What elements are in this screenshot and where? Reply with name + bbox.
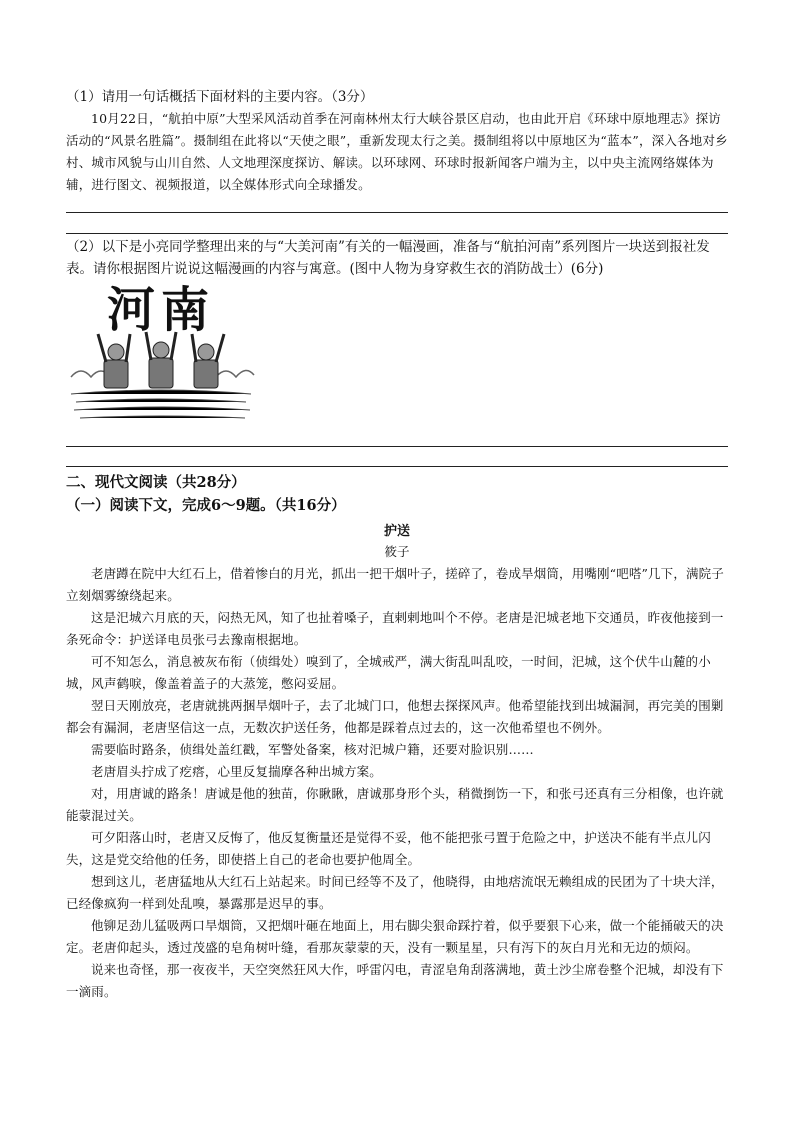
story-paragraph: 可夕阳落山时，老唐又反悔了，他反复衡量还是觉得不妥，他不能把张弓置于危险之中，护送决不能有半点儿闪失，这是党交给他的任务，即使搭上自己的老命也要护他周全。 — [66, 830, 711, 867]
story-paragraph: 翌日天刚放亮，老唐就挑两捆旱烟叶子，去了北城门口，他想去探探风声。他希望能找到出城漏洞，再完美的围剿都会有漏洞，老唐坚信这一点，无数次护送任务，他都是踩着点过去的，这一次他希望也不例外。 — [66, 698, 724, 735]
story-paragraph: 这是汜城六月底的天，闷热无风，知了也扯着嗓子，直剌剌地叫个不停。老唐是汜城老地下交通员，昨夜他接到一条死命令：护送译电员张弓去豫南根据地。 — [66, 610, 724, 647]
section-subtitle: （一）阅读下文，完成6～9题。（共16分） — [66, 497, 346, 514]
story-paragraph: 老唐眉头拧成了疙瘩，心里反复揣摩各种出城方案。 — [91, 764, 382, 779]
story-paragraph: 可不知怎么，消息被灰布衔（侦缉处）嗅到了，全城戒严，满大街乱叫乱咬，一时间，汜城，这个伏牛山麓的小城，风声鹤唳，像盖着盖子的大蒸笼，憋闷妥屈。 — [66, 654, 711, 691]
story-title: 护送 — [383, 524, 410, 539]
story-author: 筱子 — [384, 544, 410, 559]
answer-line — [66, 466, 728, 467]
q2-prompt: （2）以下是小亮同学整理出来的与“大美河南”有关的一幅漫画，准备与“航拍河南”系列图片一块送到报社发表。请你根据图片说说这幅漫画的内容与寓意。(图中人物为身穿救生衣的消防战士）(6分) — [66, 239, 710, 277]
story-paragraph: 老唐蹲在院中大红石上，借着惨白的月光，抓出一把干烟叶子，搓碎了，卷成旱烟筒，用嘴刚“吧嗒”几下，满院子立刻烟雾缭绕起来。 — [66, 566, 724, 603]
answer-line — [66, 212, 728, 213]
story-paragraph: 对，用唐诚的路条！唐诚是他的独苗，你瞅瞅，唐诚那身形个头，稍微捯饬一下，和张弓还真有三分相像，也许就能蒙混过关。 — [66, 786, 724, 823]
cartoon-title: 河南 — [106, 282, 216, 338]
answer-line — [66, 233, 728, 234]
section-title: 二、现代文阅读（共28分） — [66, 474, 246, 491]
story-paragraph: 他铆足劲儿猛吸两口旱烟筒，又把烟叶砸在地面上，用右脚尖狠命踩拧着，似乎要狠下心来，做一个能捅破天的决定。老唐仰起头，透过茂盛的皂角树叶缝，看那灰蒙蒙的天，没有一颗星星，只有泻下的灰白月光和无边的烦闷。 — [66, 918, 724, 955]
cartoon-image — [66, 282, 256, 424]
firefighter-figures — [98, 332, 224, 388]
story-body — [66, 563, 728, 1003]
q1-material: 10月22日，“航拍中原”大型采风活动首季在河南林州太行大峡谷景区启动，也由此开启《环球中原地理志》探访活动的“风景名胜篇”。摄制组在此将以“天使之眼”，重新发现太行之美。摄制组将以中原地区为“蓝本”，深入各地对乡村、城市风貌与山川自然、人文地理深度探访、解读。以环球网、环球时报新闻客户端为主，以中央主流网络媒体为辅，进行图文、视频报道，以全媒体形式向全球播发。 — [66, 111, 728, 192]
answer-line — [66, 446, 728, 447]
q1-prompt: （1）请用一句话概括下面材料的主要内容。（3分） — [66, 89, 374, 105]
story-paragraph: 说来也奇怪，那一夜夜半，天空突然狂风大作，呼雷闪电，青涩皂角刮落满地，黄土沙尘席卷整个汜城，却没有下一滴雨。 — [66, 962, 724, 999]
story-paragraph: 需要临时路条，侦缉处盖红戳，军警处备案，核对汜城户籍，还要对脸识别…… — [91, 742, 534, 757]
story-paragraph: 想到这儿，老唐猛地从大红石上站起来。时间已经等不及了，他晓得，由地痞流氓无赖组成的民团为了十块大洋，已经像疯狗一样到处乱嗅，暴露那是迟早的事。 — [66, 874, 724, 911]
